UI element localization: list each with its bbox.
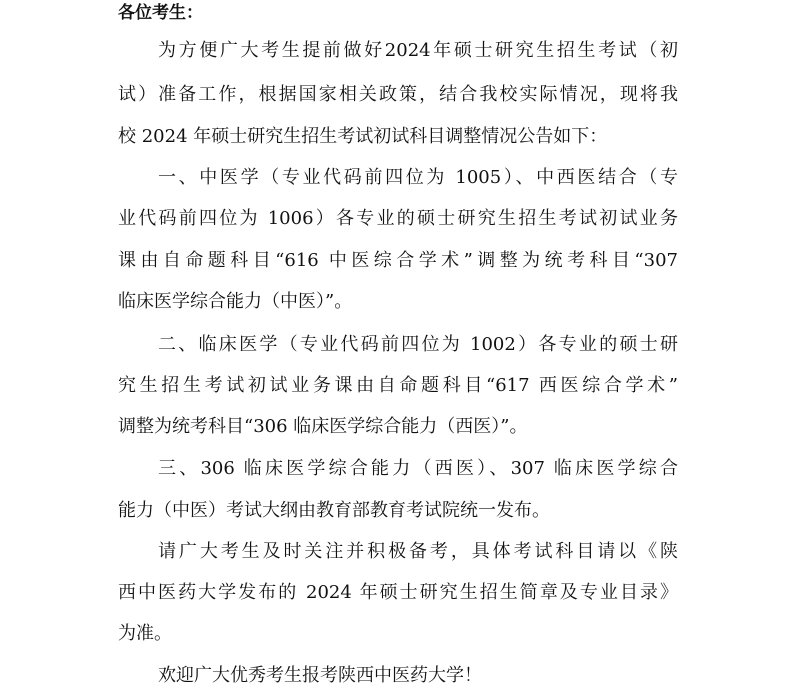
paragraph-5-line-1: 请广大考生及时关注并积极备考，具体考试科目请以《陕 (158, 541, 678, 562)
paragraph-2-line-1: 一、中医学（专业代码前四位为 1005）、中西医结合（专 (158, 167, 678, 188)
greeting-heading: 各位考生： (118, 3, 203, 23)
paragraph-3-line-2: 究生招生考试初试业务课由自命题科目“617 西医综合学术” (118, 375, 678, 396)
paragraph-5-line-2: 西中医药大学发布的 2024 年硕士研究生招生简章及专业目录》 (118, 582, 678, 603)
paragraph-5-line-3: 为准。 (118, 623, 172, 644)
paragraph-1-line-2: 试）准备工作，根据国家相关政策，结合我校实际情况，现将我 (118, 84, 678, 105)
paragraph-3-line-3: 调整为统考科目“306 临床医学综合能力（西医）”。 (118, 416, 528, 437)
paragraph-3-line-1: 二、临床医学（专业代码前四位为 1002）各专业的硕士研 (158, 334, 678, 355)
paragraph-6-line-1: 欢迎广大优秀考生报考陕西中医药大学！ (158, 665, 482, 686)
paragraph-4-line-1: 三、306 临床医学综合能力（西医）、307 临床医学综合 (158, 458, 678, 479)
paragraph-1-line-1: 为方便广大考生提前做好2024年硕士研究生招生考试（初 (158, 40, 678, 61)
paragraph-2-line-2: 业代码前四位为 1006）各专业的硕士研究生招生考试初试业务 (118, 208, 678, 229)
paragraph-2-line-4: 临床医学综合能力（中医）”。 (118, 291, 353, 312)
paragraph-1-line-3: 校 2024 年硕士研究生招生考试初试科目调整情况公告如下： (118, 126, 608, 147)
paragraph-4-line-2: 能力（中医）考试大纲由教育部教育考试院统一发布。 (118, 500, 550, 521)
paragraph-2-line-3: 课由自命题科目“616 中医综合学术”调整为统考科目“307 (118, 250, 678, 271)
